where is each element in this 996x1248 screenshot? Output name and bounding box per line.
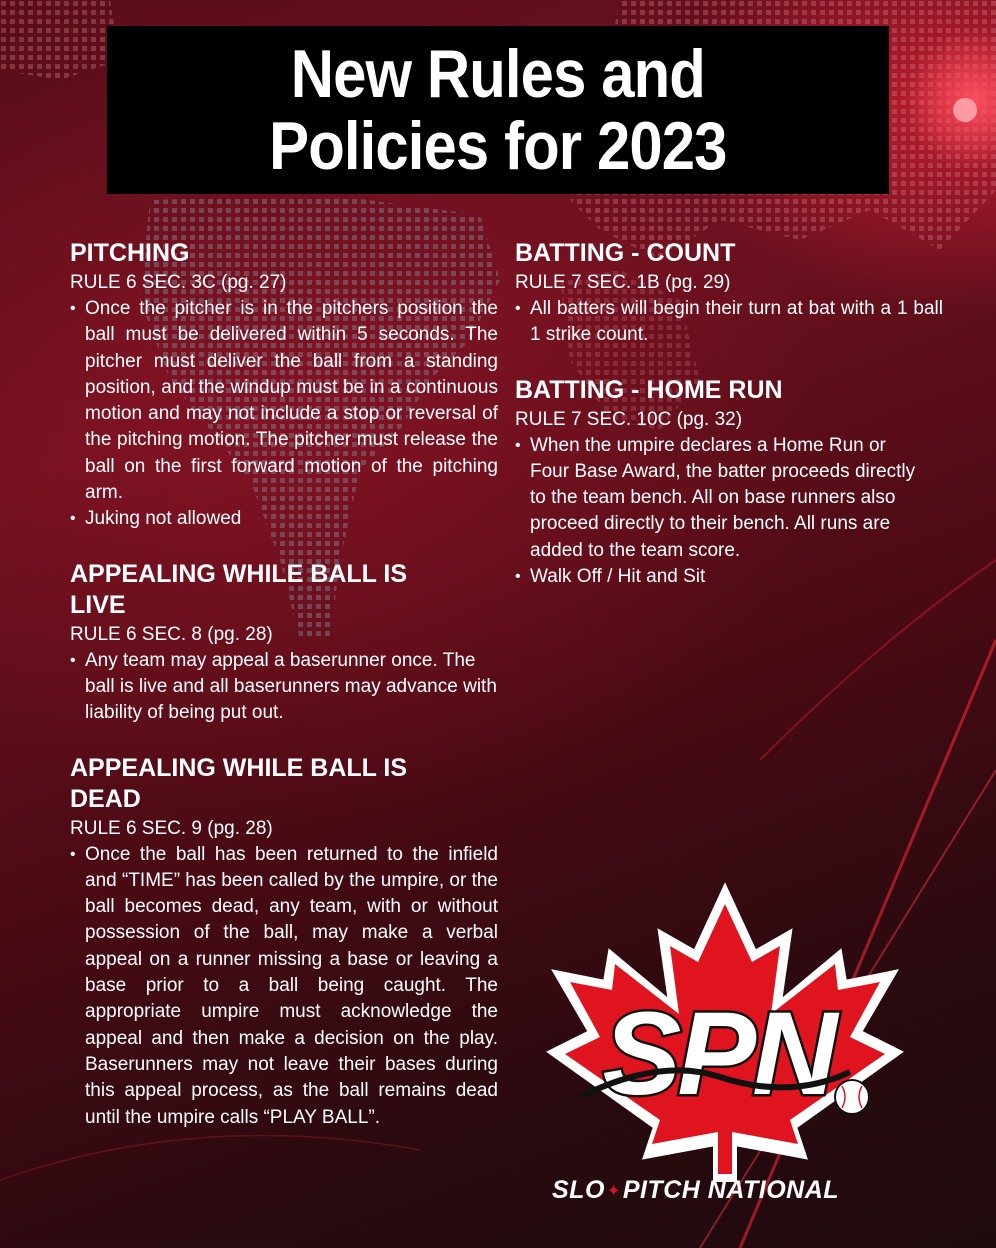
- bullet-list: [515, 433, 943, 591]
- bullet-item: • Juking not allowed: [70, 506, 498, 532]
- right-column: [515, 238, 943, 618]
- rule-reference: RULE 7 SEC. 1B (pg. 29): [515, 272, 731, 293]
- logo-wordmark: [552, 1176, 912, 1205]
- bullet-item: • When the umpire declares a Home Run or Four Base Award, the batter proceeds directly to the team bench. All on base runners also proceed directly to their bench. All runs are added to the team score.: [515, 433, 925, 564]
- section-heading: APPEALING WHILE BALL IS LIVE: [70, 559, 408, 619]
- bullet-item: • Once the ball has been returned to the infield and “TIME” has been called by the umpire, or the ball becomes dead, any team, with or without possession of the ball, may make a verbal appeal on a runner missing a base or leaving a base prior to a ball being caught. The appropriate umpire must acknowledge the appeal and then make a decision on the play. Baserunners may not leave their bases during this appeal process, as the ball remains dead until the umpire calls “PLAY BALL”.: [70, 842, 498, 1131]
- bullet-list: [70, 842, 498, 1131]
- wordmark-left: SLO: [552, 1176, 605, 1204]
- wordmark-right: PITCH NATIONAL: [622, 1176, 840, 1204]
- bullet-list: [515, 296, 943, 349]
- title-line-2: Policies for 2023: [269, 108, 727, 184]
- title-banner: [107, 26, 889, 194]
- rule-reference: RULE 6 SEC. 3C (pg. 27): [70, 272, 287, 293]
- rule-reference: RULE 6 SEC. 8 (pg. 28): [70, 623, 273, 645]
- section-heading: BATTING - HOME RUN: [515, 375, 783, 404]
- bullet-item: • All batters will begin their turn at bat with a 1 ball 1 strike count.: [515, 296, 943, 349]
- bullet-item: • Any team may appeal a baserunner once. The ball is live and all baserunners may advance with liability of being put out.: [70, 648, 498, 727]
- maple-leaf-icon: ✦: [606, 1183, 621, 1200]
- left-column: [70, 238, 498, 1159]
- section-appealing-live: [70, 559, 498, 727]
- section-appealing-dead: [70, 753, 498, 1131]
- bullet-item: • Walk Off / Hit and Sit: [515, 564, 943, 590]
- spn-logo: [540, 882, 910, 1212]
- rule-reference: RULE 7 SEC. 10C (pg. 32): [515, 408, 743, 430]
- section-heading: PITCHING: [70, 239, 190, 267]
- section-pitching: [70, 238, 498, 533]
- section-heading: APPEALING WHILE BALL IS DEAD: [70, 753, 408, 813]
- section-batting-home-run: [515, 375, 943, 591]
- bullet-list: [70, 296, 498, 533]
- bullet-item: • Once the pitcher is in the pitchers position the ball must be delivered within 5 seconds. The pitcher must deliver the ball from a standing position, and the windup must be in a continuous motion and may not include a stop or reversal of the pitching motion. The pitcher must release the ball on the first forward motion of the pitching arm.: [70, 296, 498, 506]
- title-line-1: New Rules and: [290, 36, 706, 112]
- logo-monogram: SPN: [602, 988, 834, 1120]
- rule-reference: RULE 6 SEC. 9 (pg. 28): [70, 817, 273, 839]
- section-heading: BATTING - COUNT: [515, 239, 736, 267]
- page-title: [269, 38, 726, 182]
- maple-leaf-icon: [540, 882, 910, 1182]
- bullet-list: [70, 648, 498, 727]
- section-batting-count: [515, 238, 943, 349]
